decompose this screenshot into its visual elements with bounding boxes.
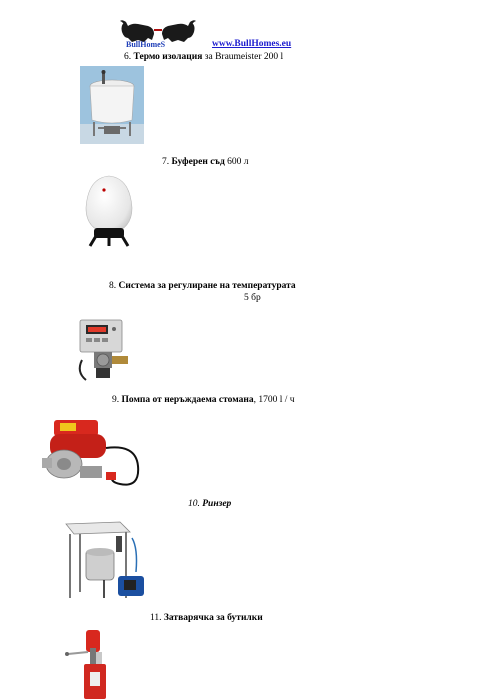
item-9-title: 9. Помпа от неръждаема стомана, 1700 l / ч — [112, 395, 295, 405]
item-7-title: 7. Буферен съд 600 л — [162, 157, 249, 167]
logo-text: BullHomeS — [126, 40, 166, 49]
item-6-name: Термо изолация — [133, 52, 203, 62]
item-10-name: Ринзер — [202, 499, 232, 509]
page-header — [118, 18, 318, 52]
egg-tank-image — [72, 172, 146, 250]
item-6-title: 6. Термо изолация за Braumeister 200 l — [124, 52, 284, 62]
bottle-capper-image — [60, 628, 120, 699]
item-8-name: Система за регулиране на температурата — [118, 281, 296, 291]
item-9-name: Помпа от неръждаема стомана — [121, 395, 254, 405]
insulated-tank-image — [80, 66, 144, 144]
item-8-title: 8. Система за регулиране на температурата — [109, 281, 296, 291]
temperature-controller-image — [74, 316, 134, 384]
site-link[interactable]: www.BullHomes.eu — [212, 39, 292, 49]
rinser-station-image — [60, 516, 150, 602]
stainless-pump-image — [40, 414, 144, 494]
item-7-name: Буферен съд — [171, 157, 225, 167]
item-11-name: Затварячка за бутилки — [163, 613, 263, 623]
item-10-title: 10. Ринзер — [188, 499, 232, 509]
item-8-quantity: 5 бр — [244, 293, 261, 303]
item-11-title: 11. Затварячка за бутилки — [150, 613, 263, 623]
